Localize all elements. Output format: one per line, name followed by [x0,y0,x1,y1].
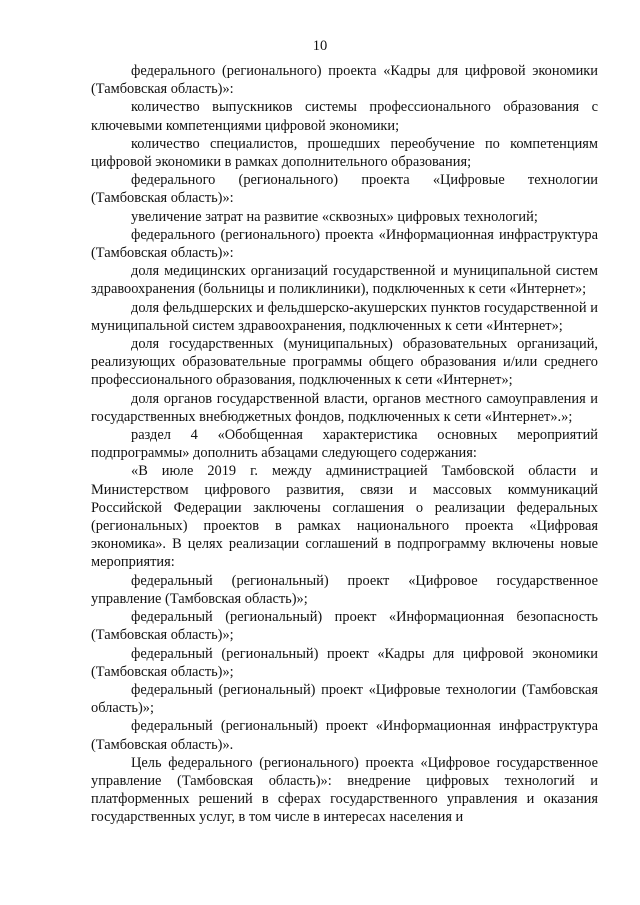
paragraph: федеральный (региональный) проект «Цифровые технологии (Тамбовская область)»; [91,681,598,717]
paragraph: федеральный (региональный) проект «Информационная безопасность (Тамбовская область)»; [91,609,598,644]
paragraph: федеральный (региональный) проект «Цифровое государственное управление (Тамбовская область)»; [91,572,598,607]
paragraph: федеральный (региональный) проект «Кадры для цифровой экономики (Тамбовская область)»; [91,645,598,680]
document-body [91,62,598,827]
paragraph: Цель федерального (регионального) проекта «Цифровое государственное управление (Тамбовская область)»: внедрение цифровых технологий и платформенных решений в сферах государственного управления и оказания государственных услуг, в том числе в интересах населения и [91,754,598,826]
paragraph: федеральный (региональный) проект «Информационная инфраструктура (Тамбовская область)». [91,718,598,753]
page-number: 10 [312,38,328,54]
paragraph: доля государственных (муниципальных) образовательных организаций, реализующих образовательные программы общего образования и/или среднего профессионального образования, подключенных к сети «Интернет»; [91,336,598,389]
paragraph: количество специалистов, прошедших переобучение по компетенциям цифровой экономики в рамках дополнительного образования; [91,135,598,171]
paragraph: доля медицинских организаций государственной и муниципальной систем здравоохранения (больницы и поликлиники), подключенных к сети «Интернет»; [91,263,598,298]
paragraph: федерального (регионального) проекта «Информационная инфраструктура (Тамбовская область)»: [91,226,598,262]
paragraph: раздел 4 «Обобщенная характеристика основных мероприятий подпрограммы» дополнить абзацами следующего содержания: [91,427,598,462]
paragraph: доля органов государственной власти, органов местного самоуправления и государственных внебюджетных фондов, подключенных к сети «Интернет».»; [91,390,598,425]
paragraph: увеличение затрат на развитие «сквозных» цифровых технологий; [131,208,538,225]
paragraph: федерального (регионального) проекта «Цифровые технологии (Тамбовская область)»: [91,172,598,207]
paragraph: доля фельдшерских и фельдшерско-акушерских пунктов государственной и муниципальной систем здравоохранения, подключенных к сети «Интернет»; [91,299,598,334]
paragraph: количество выпускников системы профессионального образования с ключевыми компетенциями цифровой экономики; [91,99,598,134]
paragraph: «В июле 2019 г. между администрацией Тамбовской области и Министерством цифрового развития, связи и массовых коммуникаций Российской Федерации заключены соглашения о реализации федеральных (региональных) проектов в рамках национального проекта «Цифровая экономика». В целях реализации соглашений в подпрограмму включены новые мероприятия: [91,463,598,571]
paragraph: федерального (регионального) проекта «Кадры для цифровой экономики (Тамбовская область)»: [91,63,598,98]
